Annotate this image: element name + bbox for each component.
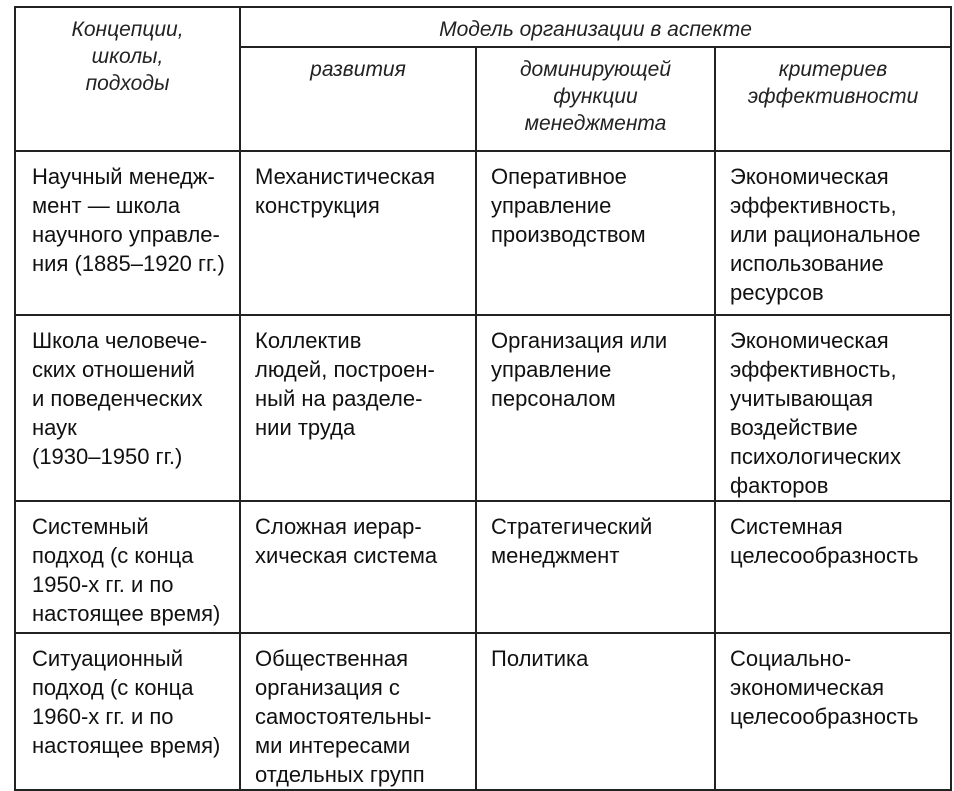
row-function: Оперативное управление производством [476, 151, 715, 315]
table-row [15, 315, 951, 501]
table-row [15, 633, 951, 790]
row-criteria: Экономическая эффективность, учитывающая воздействие психологических факторов [715, 315, 951, 501]
header-concepts: Концепции, школы, подходы [15, 7, 240, 151]
table-row [15, 501, 951, 633]
row-concept: Системный подход (с конца 1950-х гг. и по настоящее время) [15, 501, 240, 633]
row-function: Организация или управление персоналом [476, 315, 715, 501]
row-concept: Ситуационный подход (с конца 1960-х гг. и по настоящее время) [15, 633, 240, 790]
header-efficiency-criteria: критериев эффективности [715, 47, 951, 151]
row-development: Механистическая конструкция [240, 151, 476, 315]
management-models-table [14, 6, 952, 791]
row-development: Сложная иерар- хическая система [240, 501, 476, 633]
row-concept: Школа человече- ских отношений и поведенческих наук (1930–1950 гг.) [15, 315, 240, 501]
row-concept: Научный менедж- мент — школа научного управле- ния (1885–1920 гг.) [15, 151, 240, 315]
row-development: Общественная организация с самостоятельны- ми интересами отдельных групп [240, 633, 476, 790]
header-development: развития [240, 47, 476, 151]
row-criteria: Системная целесообразность [715, 501, 951, 633]
row-criteria: Экономическая эффективность, или рациональное использование ресурсов [715, 151, 951, 315]
header-model: Модель организации в аспекте [240, 7, 951, 47]
row-criteria: Социально- экономическая целесообразность [715, 633, 951, 790]
header-dominant-function: доминирующей функции менеджмента [476, 47, 715, 151]
row-function: Политика [476, 633, 715, 790]
header-row-top [15, 7, 951, 47]
row-development: Коллектив людей, построен- ный на разделе- нии труда [240, 315, 476, 501]
row-function: Стратегический менеджмент [476, 501, 715, 633]
table-row [15, 151, 951, 315]
